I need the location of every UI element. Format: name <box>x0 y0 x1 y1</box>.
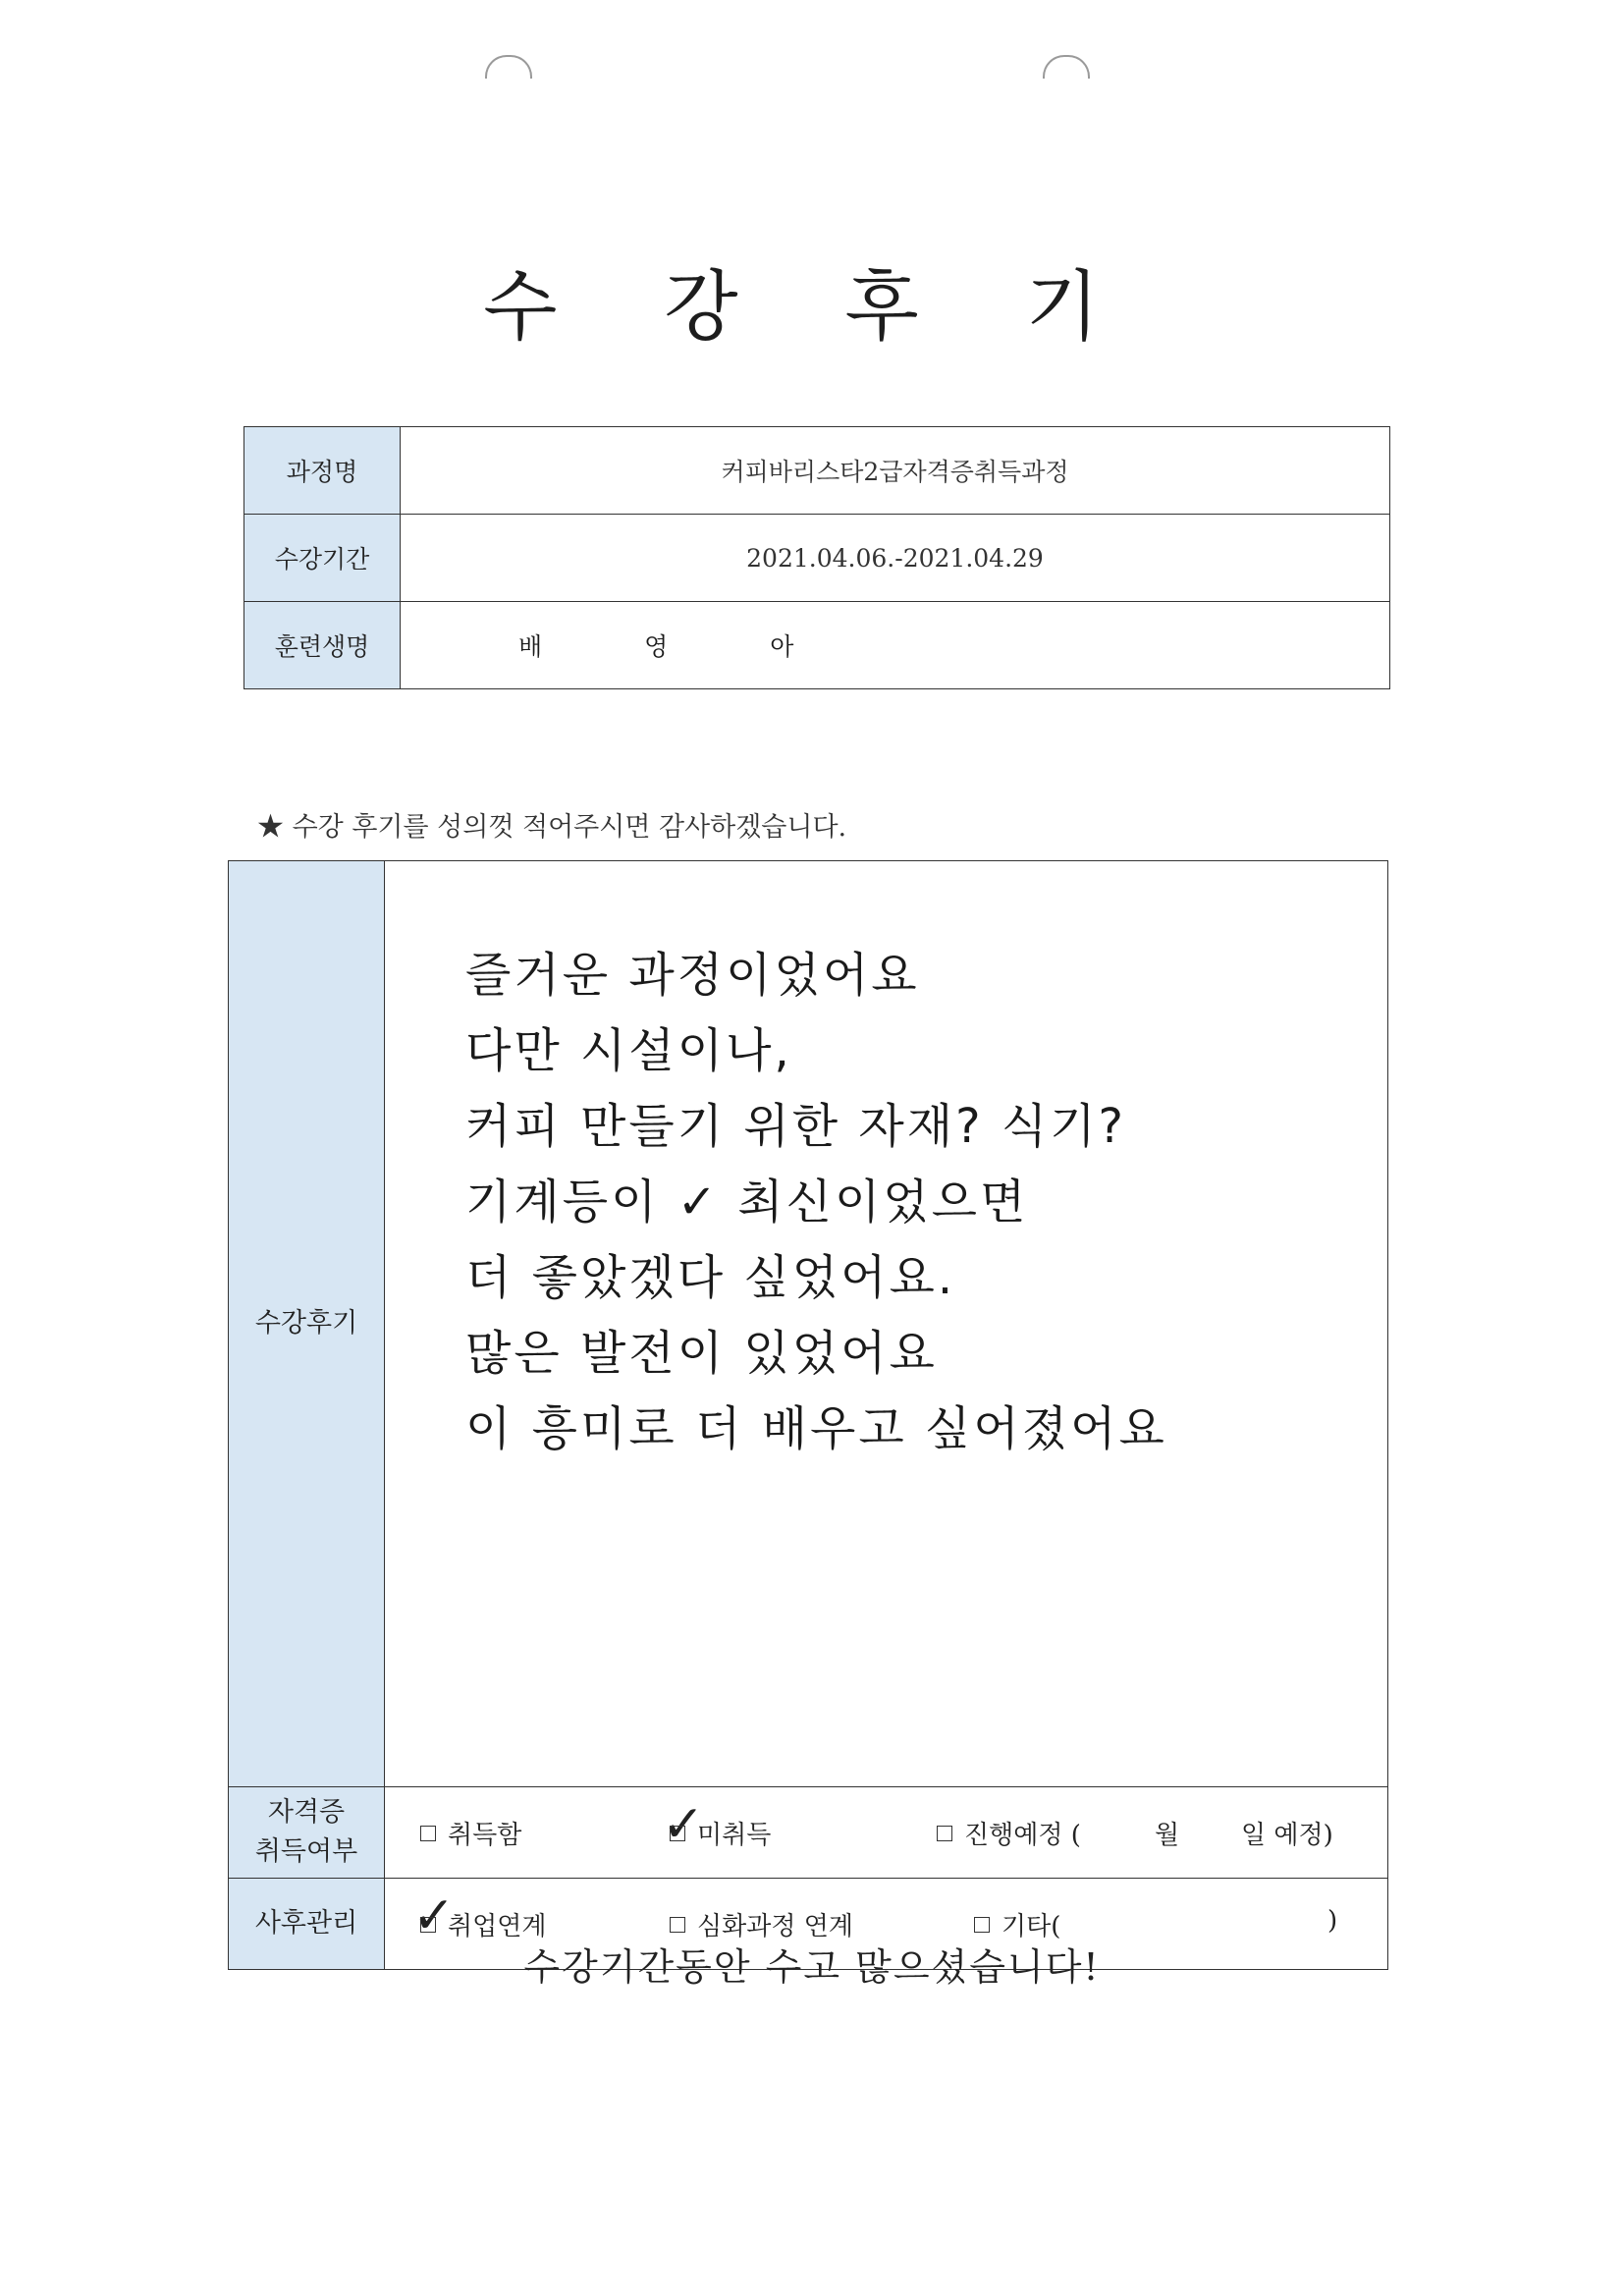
checkbox-icon[interactable] <box>670 1917 685 1933</box>
trainee-label: 훈련생명 <box>244 602 401 689</box>
instruction-note: ★ 수강 후기를 성의껏 적어주시면 감사하겠습니다. <box>257 812 847 843</box>
planned-month: 월 <box>1155 1821 1180 1850</box>
option-employment-label: 취업연계 <box>448 1912 547 1941</box>
punch-hole-left <box>485 55 532 79</box>
certificate-label-line1: 자격증 <box>267 1797 346 1828</box>
option-planned-label: 진행예정 ( <box>964 1821 1081 1850</box>
planned-day: 일 예정) <box>1241 1821 1333 1850</box>
review-line: 많은 발전이 있었어요 <box>465 1326 938 1381</box>
period-value: 2021.04.06.-2021.04.29 <box>401 515 1390 602</box>
review-line: 다만 시설이나, <box>465 1023 792 1078</box>
checkbox-icon[interactable] <box>420 1826 436 1841</box>
checkbox-icon[interactable] <box>937 1826 952 1841</box>
option-advanced-label: 심화과정 연계 <box>697 1912 853 1941</box>
aftercare-label: 사후관리 <box>229 1879 385 1970</box>
review-line: 이 흥미로 더 배우고 싶어졌어요 <box>465 1401 1167 1456</box>
review-line: 기계등이 ✓ 최신이었으면 <box>465 1175 1029 1230</box>
period-label: 수강기간 <box>244 515 401 602</box>
review-line: 커피 만들기 위한 자재? 식기? <box>465 1099 1127 1154</box>
option-other-close: ) <box>1327 1906 1338 1936</box>
option-other-label: 기타( <box>1001 1912 1061 1941</box>
trainee-name-handwritten: 배 영 아 <box>401 602 1390 689</box>
checkbox-icon[interactable] <box>974 1917 990 1933</box>
page-title: 수 강 후 기 <box>483 263 1141 352</box>
review-line: 즐거운 과정이었어요 <box>465 948 920 1003</box>
option-acquired-label: 취득함 <box>448 1821 522 1850</box>
course-value: 커피바리스타2급자격증취득과정 <box>401 427 1390 515</box>
certificate-label-line2: 취득여부 <box>254 1836 358 1867</box>
check-mark-icon: ✓ <box>412 1886 456 1945</box>
check-mark-icon: ✓ <box>662 1795 705 1854</box>
option-acquired[interactable] <box>420 1815 521 1851</box>
course-label: 과정명 <box>244 427 401 515</box>
review-table <box>228 860 1388 1970</box>
option-not-acquired[interactable] <box>662 1795 772 1854</box>
option-not-acquired-label: 미취득 <box>697 1821 772 1850</box>
checkbox-icon[interactable] <box>420 1917 436 1933</box>
checkbox-icon[interactable] <box>670 1826 685 1841</box>
review-line: 더 좋았겠다 싶었어요. <box>465 1250 956 1305</box>
review-text-area <box>385 861 1388 1787</box>
course-info-table <box>244 426 1390 689</box>
option-planned[interactable] <box>937 1815 1081 1851</box>
closing-message: 수강기간동안 수고 많으셨습니다! <box>523 1945 1101 1989</box>
review-label: 수강후기 <box>229 861 385 1787</box>
certificate-options <box>385 1787 1388 1879</box>
certificate-label <box>229 1787 385 1879</box>
punch-hole-right <box>1043 55 1090 79</box>
